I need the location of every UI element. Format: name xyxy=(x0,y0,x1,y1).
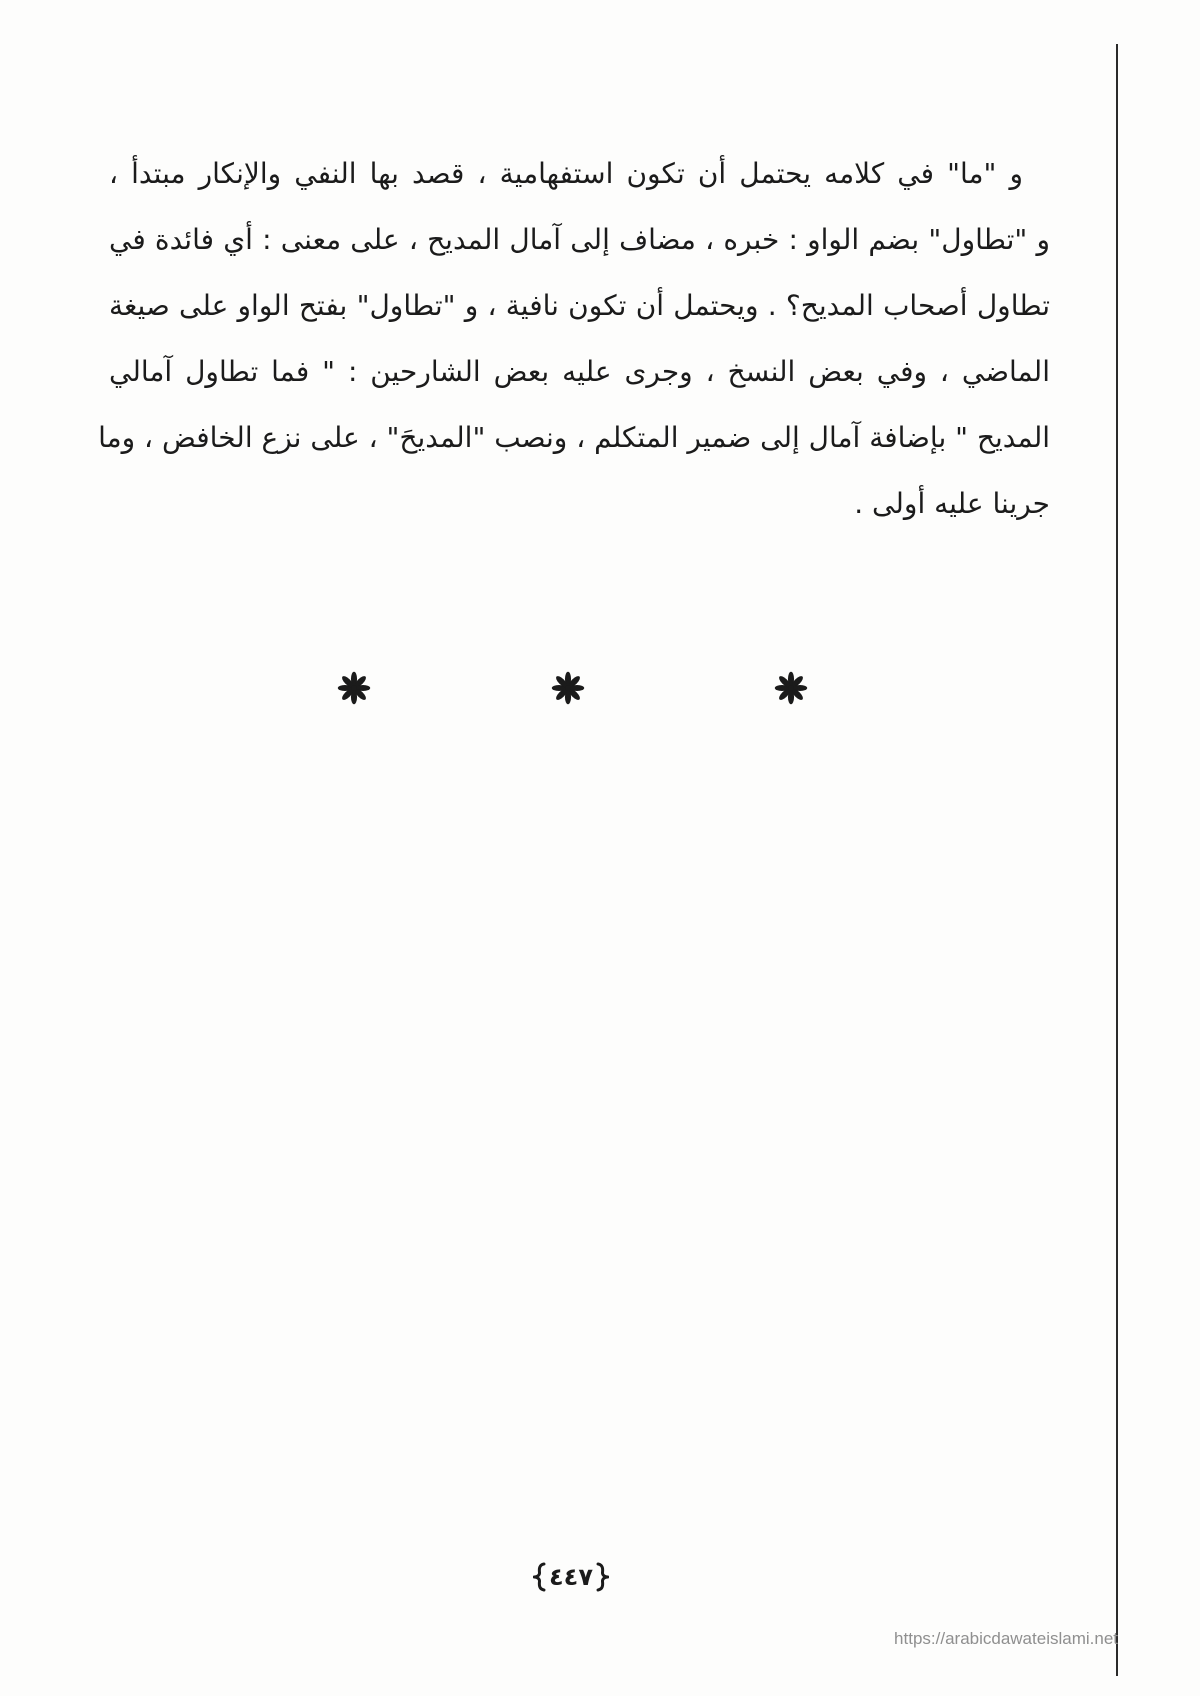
body-line: الماضي ، وفي بعض النسخ ، وجرى عليه بعض الشارحين : " فما تطاول آمالي xyxy=(109,355,1050,388)
asterisk-ornament-icon xyxy=(550,670,586,706)
watermark-url: https://arabicdawateislami.net xyxy=(894,1629,1118,1648)
body-paragraph xyxy=(98,141,1050,537)
ornate-left-bracket-icon xyxy=(533,1562,546,1592)
body-line: و "تطاول" بضم الواو : خبره ، مضاف إلى آمال المديح ، على معنى : أي فائدة في xyxy=(109,223,1050,256)
body-line: جرينا عليه أولى . xyxy=(854,487,1050,520)
page-edge-rule xyxy=(1116,44,1118,1676)
ornate-right-bracket-icon xyxy=(596,1562,609,1592)
page-number-digits: ٤٤٧ xyxy=(549,1563,593,1591)
body-line: و "ما" في كلامه يحتمل أن تكون استفهامية ، قصد بها النفي والإنكار مبتدأ ، xyxy=(109,157,1023,190)
asterisk-ornament-icon xyxy=(773,670,809,706)
body-line: تطاول أصحاب المديح؟ . ويحتمل أن تكون نافية ، و "تطاول" بفتح الواو على صيغة xyxy=(109,289,1050,322)
body-line: المديح " بإضافة آمال إلى ضمير المتكلم ، ونصب "المديحَ" ، على نزع الخافض ، وما xyxy=(98,421,1050,454)
asterisk-ornament-icon xyxy=(336,670,372,706)
page-number xyxy=(516,1560,626,1594)
